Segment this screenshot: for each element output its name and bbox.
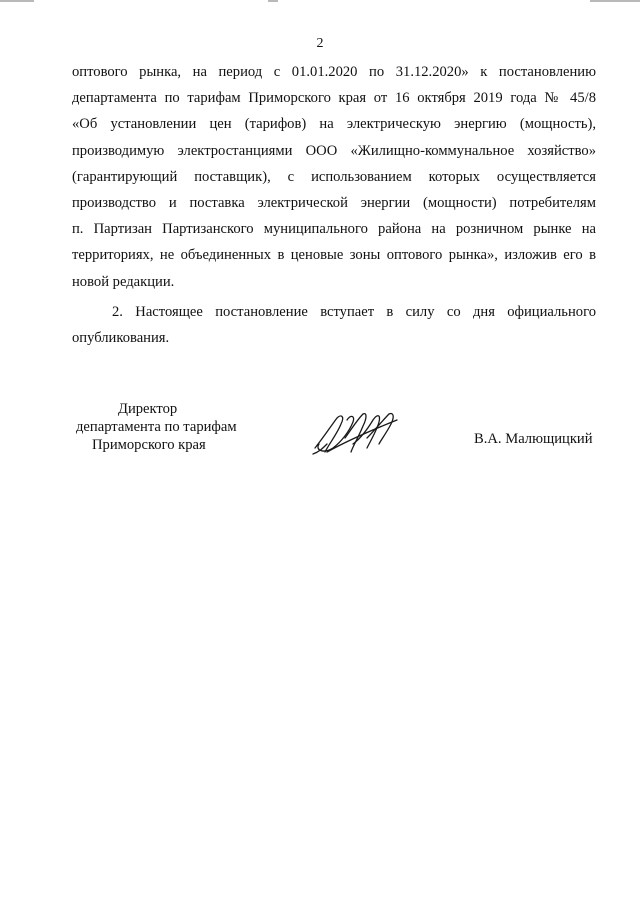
scan-edge-mark <box>268 0 278 2</box>
text-line: (гарантирующий поставщик), с использованием которых осуществляется <box>72 168 596 185</box>
paragraph-1 <box>72 59 596 295</box>
signer-name: В.А. Малющицкий <box>474 431 593 447</box>
text-line: производство и поставка электрической энергии (мощности) потребителям <box>72 195 596 212</box>
signatory-title <box>72 400 332 454</box>
page-number: 2 <box>316 36 324 51</box>
text-line: департамента по тарифам Приморского края от 16 октября 2019 года № 45/8 <box>72 90 596 107</box>
text-line: новой редакции. <box>72 273 175 290</box>
text-line: оптового рынка, на период с 01.01.2020 по 31.12.2020» к постановлению <box>72 64 596 80</box>
handwritten-signature-icon <box>305 408 415 458</box>
text-line: производимую электростанциями ООО «Жилищно-коммунальное хозяйство» <box>72 142 596 159</box>
scan-edge-mark <box>590 0 640 2</box>
signatory-region: Приморского края <box>92 437 206 453</box>
text-line: п. Партизан Партизанского муниципального района на розничном рынке на <box>72 221 596 238</box>
document-body <box>72 59 596 351</box>
text-line: «Об установлении цен (тарифов) на электрическую энергию (мощность), <box>72 116 596 133</box>
paragraph-2 <box>72 299 596 351</box>
text-line: опубликования. <box>72 330 170 347</box>
scan-edge-mark <box>0 0 34 2</box>
text-line: территориях, не объединенных в ценовые зоны оптового рынка», изложив его в <box>72 247 596 264</box>
signatory-department: департамента по тарифам <box>76 419 237 435</box>
signatory-position: Директор <box>118 401 178 417</box>
text-line: 2. Настоящее постановление вступает в силу со дня официального <box>112 303 596 320</box>
